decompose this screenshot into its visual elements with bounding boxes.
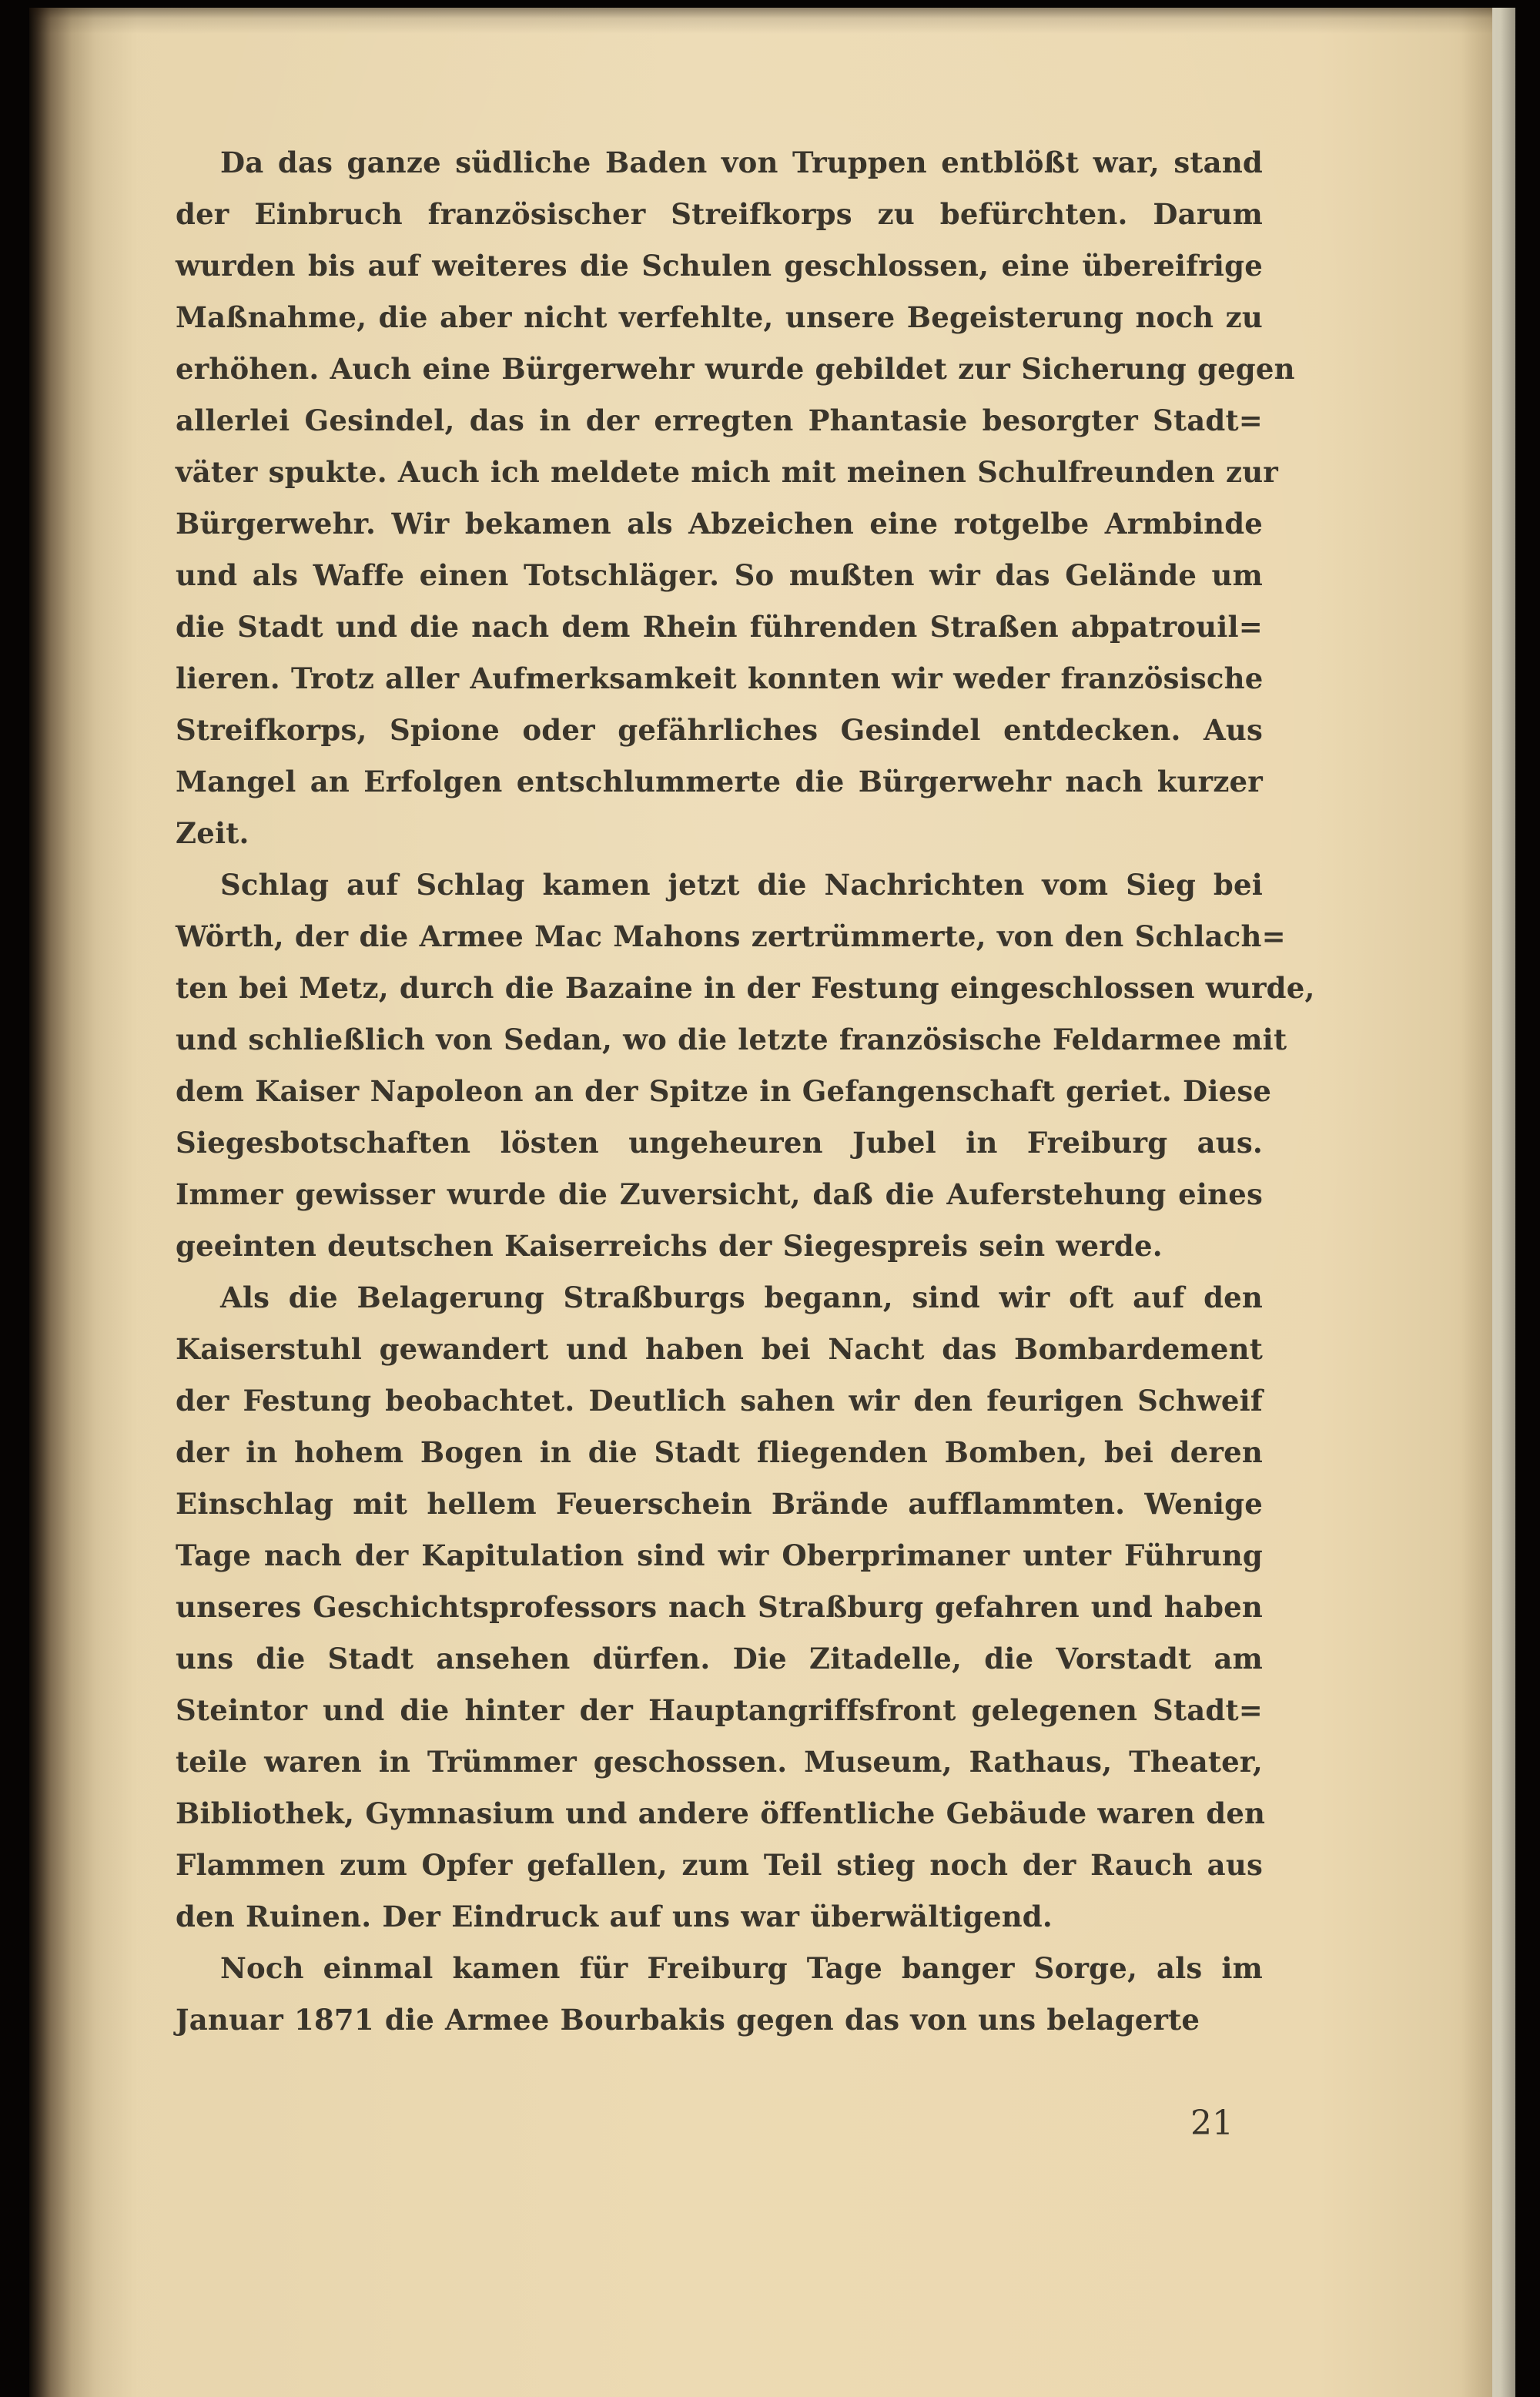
text-line: Januar 1871 die Armee Bourbakis gegen das von uns belagerte xyxy=(176,2003,1200,2037)
text-line: und als Waffe einen Totschläger. So mußten wir das Gelände um xyxy=(176,558,1263,592)
text-line: der Einbruch französischer Streifkorps zu befürchten. Darum xyxy=(176,197,1263,231)
text-line: uns die Stadt ansehen dürfen. Die Zitadelle, die Vorstadt am xyxy=(176,1642,1263,1676)
book-page xyxy=(29,8,1492,2397)
text-line: Bürgerwehr. Wir bekamen als Abzeichen eine rotgelbe Armbinde xyxy=(176,507,1263,541)
text-line: Steintor und die hinter der Hauptangriffsfront gelegenen Stadt= xyxy=(176,1693,1263,1727)
text-line: Zeit. xyxy=(176,816,249,850)
page-right-shade xyxy=(1461,8,1492,2397)
text-line: Schlag auf Schlag kamen jetzt die Nachrichten vom Sieg bei xyxy=(220,868,1263,902)
paragraph xyxy=(176,137,1295,859)
text-line: ten bei Metz, durch die Bazaine in der Festung eingeschlossen wurde, xyxy=(176,971,1315,1005)
text-line: den Ruinen. Der Eindruck auf uns war überwältigend. xyxy=(176,1900,1053,1933)
text-line: teile waren in Trümmer geschossen. Museum, Rathaus, Theater, xyxy=(176,1745,1263,1779)
text-line: Einschlag mit hellem Feuerschein Brände aufflammten. Wenige xyxy=(176,1487,1263,1521)
text-line: allerlei Gesindel, das in der erregten Phantasie besorgter Stadt= xyxy=(176,403,1263,437)
text-line: Mangel an Erfolgen entschlummerte die Bürgerwehr nach kurzer xyxy=(176,765,1263,798)
paragraph xyxy=(176,1272,1266,1943)
text-line: der in hohem Bogen in die Stadt fliegenden Bomben, bei deren xyxy=(176,1435,1263,1469)
text-line: Maßnahme, die aber nicht verfehlte, unsere Begeisterung noch zu xyxy=(176,300,1263,334)
text-line: geeinten deutschen Kaiserreichs der Siegespreis sein werde. xyxy=(176,1229,1163,1263)
text-line: die Stadt und die nach dem Rhein führenden Straßen abpatrouil= xyxy=(176,610,1263,644)
page-top-shadow xyxy=(29,8,1492,34)
text-line: unseres Geschichtsprofessors nach Straßburg gefahren und haben xyxy=(176,1590,1263,1624)
text-line: und schließlich von Sedan, wo die letzte französische Feldarmee mit xyxy=(176,1023,1287,1056)
paragraph xyxy=(176,859,1315,1272)
text-line: Immer gewisser wurde die Zuversicht, daß die Auferstehung eines xyxy=(176,1177,1263,1211)
text-block xyxy=(176,137,1315,2046)
text-line: Wörth, der die Armee Mac Mahons zertrümmerte, von den Schlach= xyxy=(176,919,1286,953)
text-line: Bibliothek, Gymnasium und andere öffentliche Gebäude waren den xyxy=(176,1796,1266,1830)
paragraph xyxy=(176,1943,1263,2046)
page-number: 21 xyxy=(1190,2104,1234,2143)
text-line: dem Kaiser Napoleon an der Spitze in Gefangenschaft geriet. Diese xyxy=(176,1074,1272,1108)
text-line: väter spukte. Auch ich meldete mich mit meinen Schulfreunden zur xyxy=(176,455,1278,489)
text-line: Als die Belagerung Straßburgs begann, sind wir oft auf den xyxy=(220,1281,1263,1314)
text-line: Noch einmal kamen für Freiburg Tage banger Sorge, als im xyxy=(220,1951,1263,1985)
text-line: Kaiserstuhl gewandert und haben bei Nacht das Bombardement xyxy=(176,1332,1263,1366)
text-line: wurden bis auf weiteres die Schulen geschlossen, eine übereifrige xyxy=(176,249,1263,283)
text-line: erhöhen. Auch eine Bürgerwehr wurde gebildet zur Sicherung gegen xyxy=(176,352,1295,386)
text-line: der Festung beobachtet. Deutlich sahen wir den feurigen Schweif xyxy=(176,1384,1263,1418)
text-line: Tage nach der Kapitulation sind wir Oberprimaner unter Führung xyxy=(176,1538,1263,1572)
book-binding-shadow xyxy=(29,8,137,2397)
text-line: Streifkorps, Spione oder gefährliches Gesindel entdecken. Aus xyxy=(176,713,1263,747)
text-line: Da das ganze südliche Baden von Truppen entblößt war, stand xyxy=(220,146,1263,179)
text-line: Siegesbotschaften lösten ungeheuren Jubel in Freiburg aus. xyxy=(176,1126,1263,1160)
text-line: Flammen zum Opfer gefallen, zum Teil stieg noch der Rauch aus xyxy=(176,1848,1263,1882)
text-line: lieren. Trotz aller Aufmerksamkeit konnten wir weder französische xyxy=(176,661,1264,695)
